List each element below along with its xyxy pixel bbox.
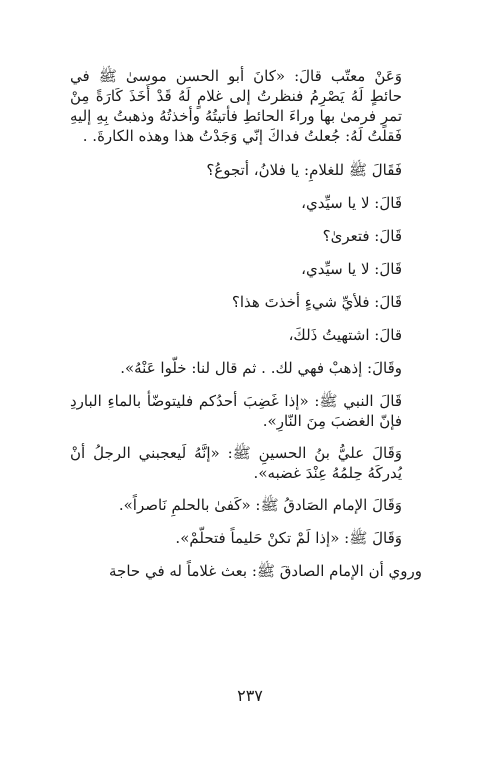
line-sadiq-hilm: وَقَالَ الإمام الصَادقُ ﷺ: «كَفىٰ بالحلمِ نَاصراً». — [118, 496, 402, 514]
line-sadiq-servant: وروي أن الإمام الصادقَ ﷺ: بعث غلاماً له في حاجة — [109, 562, 422, 580]
line-answer-no-1: قَالَ: لا يا سيِّدي، — [301, 194, 402, 212]
page-number: ٢٣٧ — [237, 686, 263, 705]
paragraph-prophet-anger: قَالَ النبي ﷺ: «إذا غَضِبَ أحدُكم فليتوضّأ بالماءِ الباردِ فإنّ الغضبَ مِنَ النّارِ». — [70, 392, 402, 430]
paragraph-muattab-narration: وَعَنْ معتّب قالَ: «كانَ أبو الحسن موسىٰ ﷺ في حائطٍ لَهُ يَصْرِمُ فنظرتُ إلى غلامٍ لَهُ قَدْ أَخَذَ كَارَةً مِنْ تمرٍ فرمىٰ بها وراءَ الحائطِ فأتيتُهُ وأخذتُهُ وذهبتُ بِهِ إليهِ فَقلتُ لَهُ: جُعلتُ فداكَ إنّي وَجَدْتُ هذا وهذه الكارةَ. . — [70, 67, 402, 145]
line-answer-desire: قالَ: اشتهيتُ ذَلكَ، — [288, 326, 402, 344]
page-body — [70, 66, 422, 594]
line-sadiq-tahallum: وَقَالَ ﷺ: «إذا لَمْ تكنْ حَليماً فتحلّمْ». — [175, 529, 402, 547]
line-question-naked: قَالَ: فتعرىٰ؟ — [322, 227, 402, 245]
line-question-why: قَالَ: فلأيِّ شيءٍ أخذتَ هذا؟ — [231, 293, 402, 311]
paragraph-ali-ibn-husayn: وَقَالَ عليُّ بنُ الحسينِ ﷺ: «إنَّهُ لَيعجبني الرجلُ أنْ يُدركَهُ حِلمُهُ عِنْدَ غضبه». — [70, 444, 402, 482]
line-question-hunger: فَقَالَ ﷺ للغلامِ: يا فلانُ، أتجوعُ؟ — [206, 161, 402, 179]
line-answer-no-2: قَالَ: لا يا سيِّدي، — [301, 260, 402, 278]
line-release: وقَالَ: إذهبْ فهي لك. . ثم قال لنا: خلّوا عَنْهُ». — [120, 359, 402, 377]
